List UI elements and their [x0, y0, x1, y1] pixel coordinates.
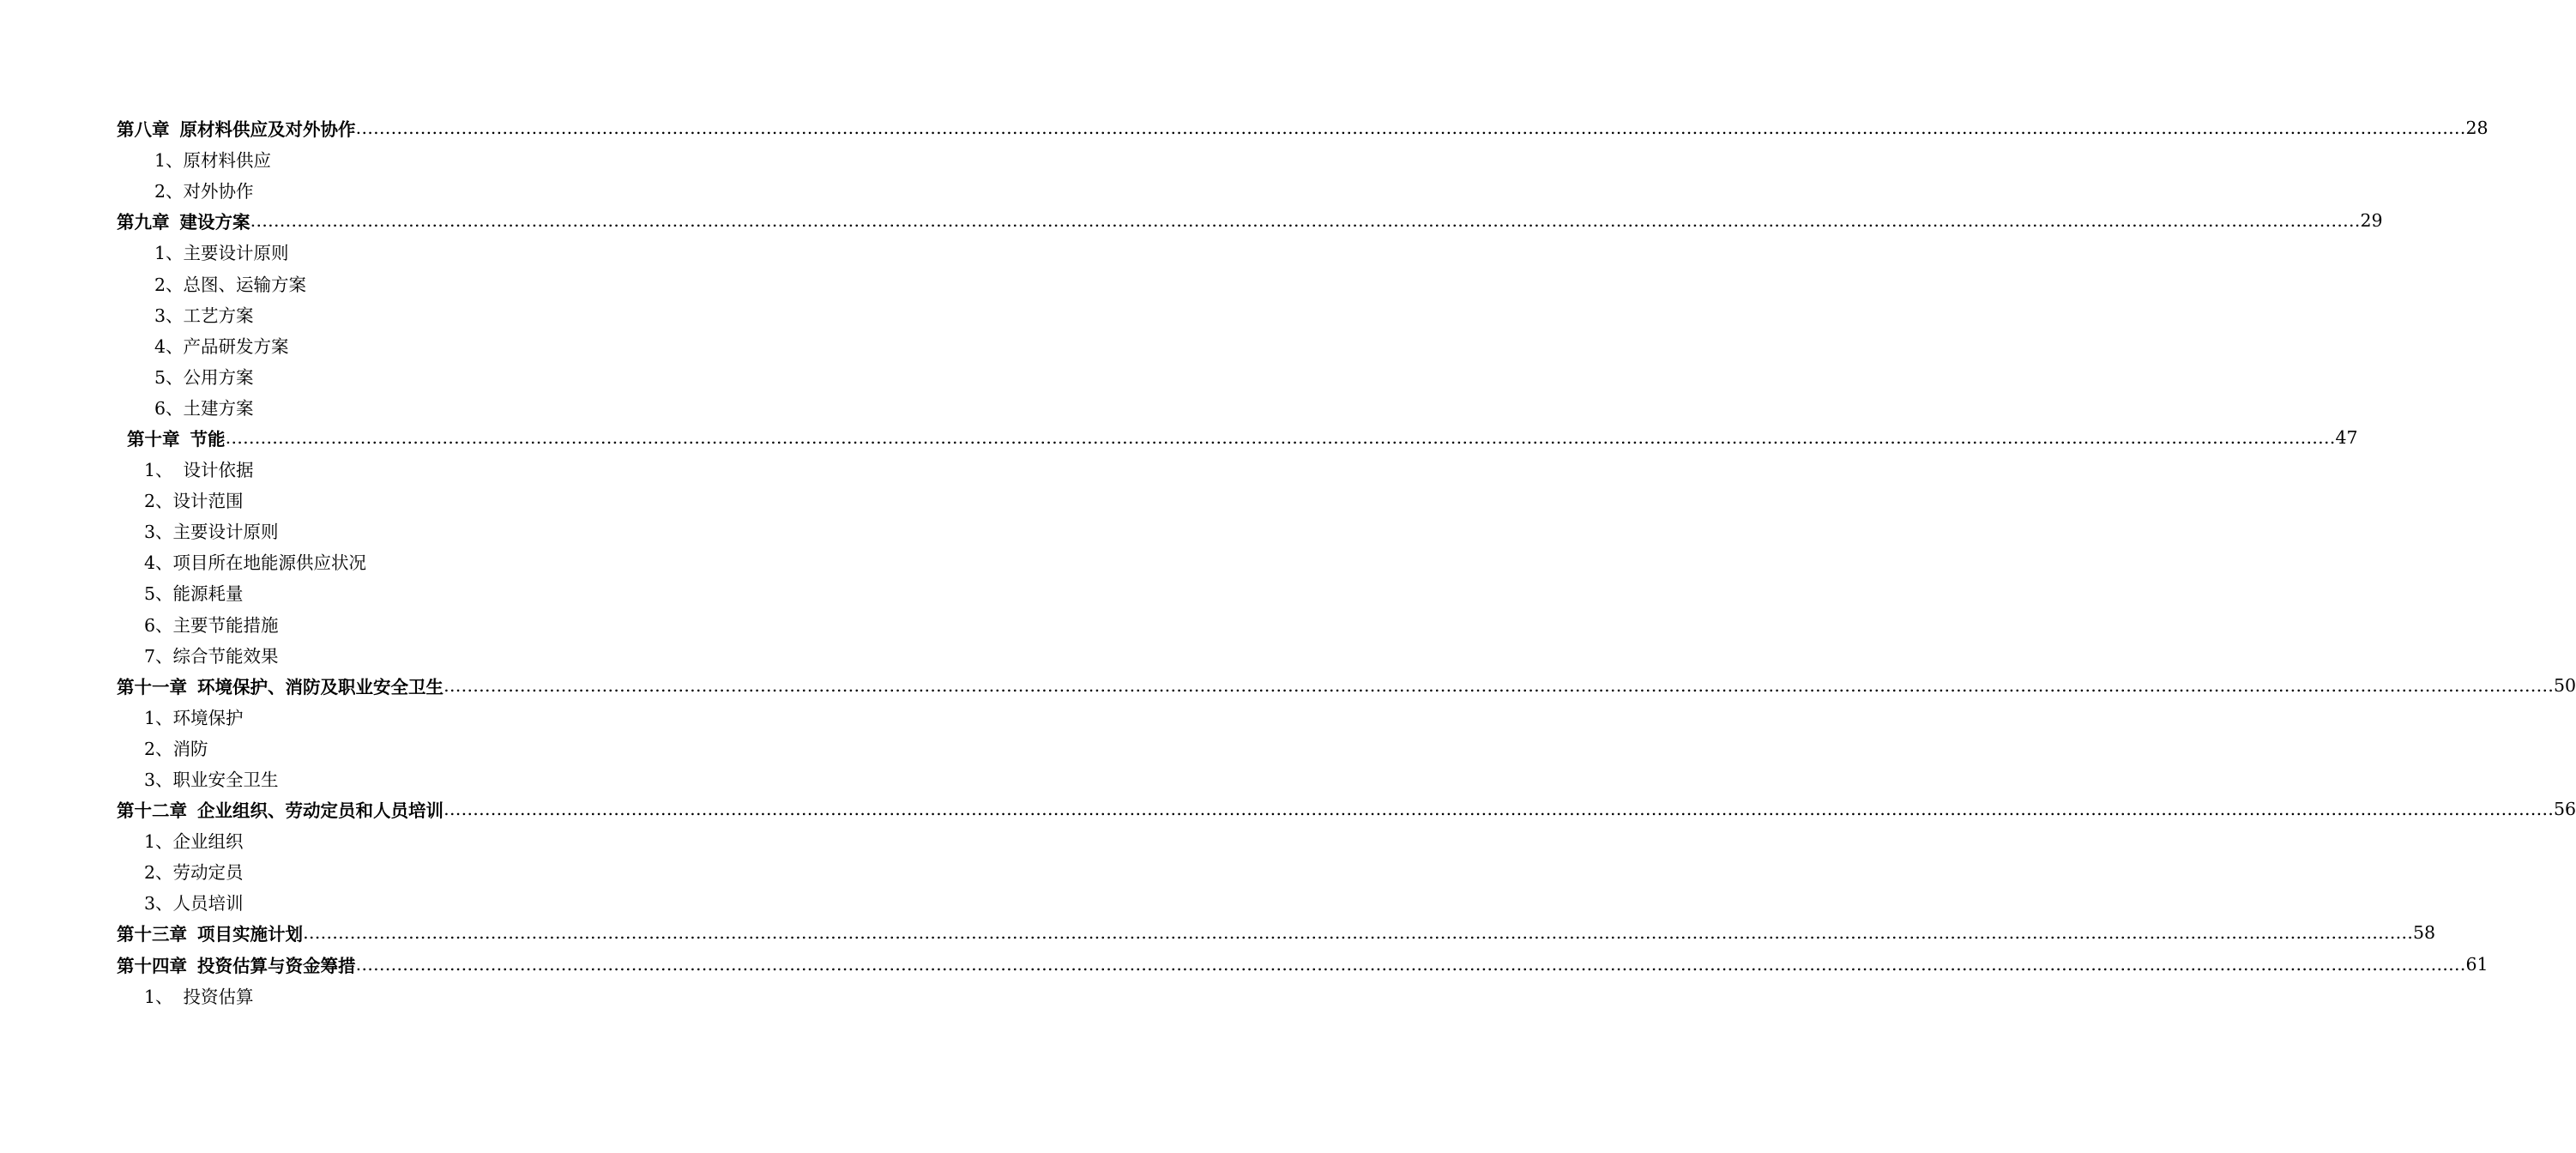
section-title: 原材料供应	[183, 150, 272, 172]
toc-section-entry	[0, 855, 815, 886]
toc-section-entry	[0, 174, 815, 205]
section-number: 2、	[154, 274, 184, 295]
section-number: 2、	[144, 862, 173, 884]
section-number: 3、	[144, 522, 173, 543]
toc-section-entry	[0, 701, 815, 732]
toc-section-entry	[0, 886, 815, 917]
chapter-heading	[117, 920, 303, 945]
chapter-title: 环境保护、消防及职业安全卫生	[197, 676, 443, 697]
section-number: 4、	[154, 335, 184, 357]
toc-section-entry	[0, 484, 815, 515]
toc-chapter-entry	[0, 670, 2576, 701]
toc-section-entry	[0, 763, 815, 794]
section-title: 综合节能效果	[172, 645, 279, 667]
section-title: 工艺方案	[183, 305, 254, 326]
toc-section-entry	[0, 329, 815, 360]
toc-section-entry	[0, 576, 815, 607]
chapter-heading	[117, 796, 443, 822]
section-number: 4、	[144, 552, 173, 574]
section-number: 6、	[154, 397, 184, 419]
dot-leader: ………………………………………………………………………………………………………………………………………………………………………………………………………………………………………………………………………………………………………………………………	[303, 922, 2413, 944]
toc-section-entry	[0, 515, 815, 546]
toc-chapter-entry	[0, 917, 2436, 948]
section-title: 总图、运输方案	[183, 274, 307, 295]
dot-leader: ………………………………………………………………………………………………………………………………………………………………………………………………………………………………………………………………………………………………………………………………	[443, 799, 2554, 820]
chapter-label: 第八章	[117, 119, 170, 141]
toc-section-entry	[0, 824, 815, 855]
dot-leader: ………………………………………………………………………………………………………………………………………………………………………………………………………………………………………………………………………………………………………………………………	[225, 426, 2336, 448]
section-title: 设计依据	[183, 460, 254, 481]
section-title: 产品研发方案	[183, 335, 289, 357]
section-number: 3、	[144, 770, 173, 791]
page-number: 47	[2335, 426, 2358, 448]
section-number: 5、	[144, 583, 173, 605]
toc-section-entry	[0, 608, 815, 639]
chapter-heading	[117, 208, 250, 233]
toc-section-entry	[0, 391, 815, 422]
chapter-title: 原材料供应及对外协作	[179, 119, 356, 141]
section-title: 对外协作	[183, 181, 254, 202]
toc-chapter-entry	[0, 112, 2489, 143]
section-title: 土建方案	[183, 397, 254, 419]
dot-leader: ………………………………………………………………………………………………………………………………………………………………………………………………………………………………………………………………………………………………………………………………	[250, 210, 2361, 232]
toc-chapter-entry	[0, 205, 2383, 236]
section-title: 人员培训	[172, 893, 244, 915]
chapter-heading	[117, 673, 443, 698]
section-title: 环境保护	[172, 707, 244, 728]
section-number: 3、	[154, 305, 184, 326]
section-title: 劳动定员	[172, 862, 244, 884]
section-number: 1、	[154, 150, 184, 172]
toc-section-entry	[0, 360, 815, 391]
dot-leader: ………………………………………………………………………………………………………………………………………………………………………………………………………………………………………………………………………………………………………………………………	[443, 674, 2554, 696]
table-of-contents	[0, 112, 2576, 1011]
toc-chapter-entry	[0, 422, 2358, 453]
dot-leader: ………………………………………………………………………………………………………………………………………………………………………………………………………………………………………………………………………………………………………………………………	[355, 953, 2466, 975]
page-number: 29	[2360, 210, 2383, 232]
section-title: 公用方案	[183, 366, 254, 388]
page-number: 61	[2465, 953, 2489, 975]
section-number: 3、	[144, 893, 173, 915]
chapter-label: 第九章	[117, 212, 170, 233]
section-title: 主要节能措施	[172, 614, 279, 636]
chapter-label: 第十一章	[117, 676, 187, 697]
chapter-title: 投资估算与资金筹措	[197, 955, 356, 976]
page-number: 56	[2554, 799, 2576, 820]
section-number: 1、	[154, 243, 184, 264]
chapter-title: 节能	[190, 428, 226, 450]
toc-section-entry	[0, 639, 815, 670]
chapter-label: 第十四章	[117, 955, 187, 976]
chapter-heading	[117, 951, 356, 977]
toc-section-entry	[0, 267, 815, 298]
section-number: 2、	[144, 491, 173, 512]
toc-section-entry	[0, 980, 815, 1011]
section-title: 设计范围	[172, 491, 244, 512]
section-number: 2、	[144, 738, 173, 759]
section-title: 职业安全卫生	[172, 770, 279, 791]
chapter-label: 第十章	[127, 428, 180, 450]
chapter-heading	[117, 115, 356, 141]
page-number: 28	[2465, 118, 2489, 139]
section-number: 1、	[144, 986, 173, 1007]
chapter-title: 企业组织、劳动定员和人员培训	[197, 800, 443, 822]
toc-section-entry	[0, 732, 815, 763]
toc-section-entry	[0, 299, 815, 329]
chapter-heading	[127, 425, 226, 450]
section-title: 主要设计原则	[183, 243, 289, 264]
section-number: 1、	[144, 707, 173, 728]
chapter-title: 建设方案	[179, 212, 250, 233]
toc-chapter-entry	[0, 949, 2489, 980]
dot-leader: ………………………………………………………………………………………………………………………………………………………………………………………………………………………………………………………………………………………………………………………………	[355, 118, 2466, 139]
toc-section-entry	[0, 143, 815, 174]
section-number: 7、	[144, 645, 173, 667]
chapter-title: 项目实施计划	[197, 924, 303, 945]
section-number: 1、	[144, 831, 173, 853]
section-title: 项目所在地能源供应状况	[172, 552, 367, 574]
section-title: 能源耗量	[172, 583, 244, 605]
section-title: 消防	[172, 738, 208, 759]
toc-chapter-entry	[0, 794, 2576, 824]
section-title: 企业组织	[172, 831, 244, 853]
section-title: 主要设计原则	[172, 522, 279, 543]
section-number: 5、	[154, 366, 184, 388]
chapter-label: 第十三章	[117, 924, 187, 945]
page-number: 58	[2413, 922, 2436, 944]
section-number: 2、	[154, 181, 184, 202]
section-title: 投资估算	[183, 986, 254, 1007]
chapter-label: 第十二章	[117, 800, 187, 822]
toc-section-entry	[0, 546, 815, 576]
section-number: 6、	[144, 614, 173, 636]
toc-section-entry	[0, 453, 815, 484]
page-number: 50	[2554, 674, 2576, 696]
toc-section-entry	[0, 236, 815, 267]
section-number: 1、	[144, 460, 173, 481]
